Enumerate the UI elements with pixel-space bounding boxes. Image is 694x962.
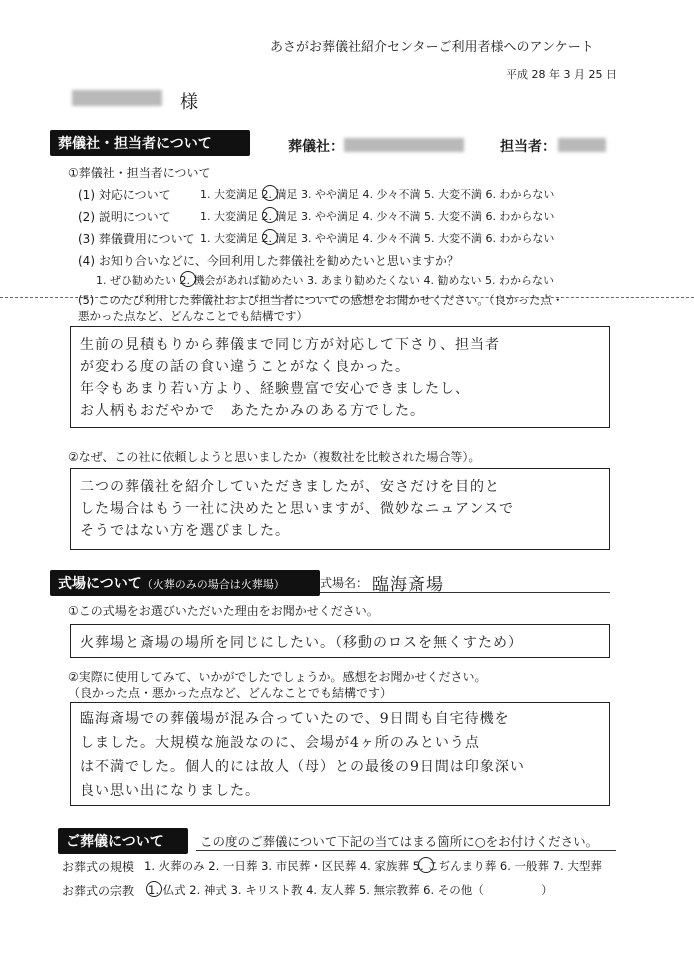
q5-title: (5) このたび利用した葬儀社および担当者についての感想をお聞かせください。（良かった点・ — [78, 293, 564, 307]
q4-options: 1. ぜひ勧めたい 2. 機会があれば勧めたい 3. あまり勧めたくない 4. 勧めない 5. わからない — [96, 274, 554, 287]
rating-row-2-options: 1. 大変満足 2. 満足 3. やや満足 4. 少々不満 5. 大変不満 6. わからない — [200, 210, 555, 223]
venue-q1-title: ①この式場をお選びいただいた理由をお聞かせください。 — [68, 604, 379, 618]
handwritten-line: 年令もあまり若い方より、経験豊富で安心できましたし、 — [80, 381, 470, 397]
survey-date: 平成 28 年 3 月 25 日 — [506, 68, 617, 81]
rating-row-3-options: 1. 大変満足 2. 満足 3. やや満足 4. 少々不満 5. 大変不満 6. わからない — [200, 232, 555, 245]
handwritten-line: 二つの葬儀社を紹介していただきましたが、安さだけを目的と — [80, 479, 500, 495]
rating-row-2: (2) 説明について — [78, 210, 171, 224]
venue-value: 臨海斎場 — [372, 575, 444, 595]
rating-row-1-options: 1. 大変満足 2. 満足 3. やや満足 4. 少々不満 5. 大変不満 6. わからない — [200, 188, 555, 201]
redacted-staff — [558, 138, 606, 152]
selection-circle — [180, 271, 196, 287]
scale-label: お葬式の規模 — [62, 860, 135, 874]
venue-label: 式場名： — [320, 576, 369, 590]
scale-options: 1. 火葬のみ 2. 一日葬 3. 市民葬・区民葬 4. 家族葬 5. こぢんまり葬 6. 一般葬 7. 大型葬 — [144, 859, 602, 873]
selection-circle — [262, 185, 278, 201]
handwritten-line: お人柄もおだやかで あたたかみのある方でした。 — [80, 403, 425, 419]
handwritten-line: そうではない方を選びました。 — [80, 523, 290, 539]
section-heading-funeral: ご葬儀について — [58, 828, 188, 854]
section-heading-funeral-home: 葬儀社・担当者について — [50, 130, 250, 156]
section-heading-venue-title: 式場について — [58, 576, 142, 592]
venue-q2-title: ②実際に使用してみて、いかがでしたでしょうか。感想をお聞かせください。 — [68, 670, 487, 684]
venue-q2-title-continued: （良かった点・悪かった点など、どんなことでも結構です） — [68, 686, 393, 700]
staff-label: 担当者： — [500, 139, 556, 155]
section-heading-venue-sub: （火葬のみの場合は火葬場） — [141, 578, 285, 591]
handwritten-line: した場合はもう一社に決めたと思いますが、微妙なニュアンスで — [80, 501, 515, 517]
q4-title: (4) お知り合いなどに、今回利用した葬儀社を勧めたいと思いますか？ — [78, 254, 459, 268]
handwritten-line: しました。大規模な施設なのに、会場が4ヶ所のみという点 — [80, 735, 480, 751]
handwritten-line: 生前の見積もりから葬儀まで同じ方が対応して下さり、担当者 — [80, 337, 500, 353]
handwritten-line: 火葬場と斎場の場所を同じにしたい。（移動のロスを無くすため） — [80, 635, 523, 651]
rating-row-3: (3) 葬儀費用について — [78, 232, 195, 246]
handwritten-line: 臨海斎場での葬儀場が混み合っていたので、9日間も自宅待機を — [80, 711, 510, 727]
handwritten-line: 良い思い出になりました。 — [80, 783, 260, 799]
redacted-funeral-home — [344, 138, 464, 152]
section-heading-venue — [50, 570, 320, 596]
religion-label: お葬式の宗教 — [62, 884, 135, 898]
survey-title: あさがお葬儀社紹介センターご利用者様へのアンケート — [270, 40, 594, 55]
instruction-underline — [196, 850, 616, 851]
venue-underline — [320, 592, 610, 593]
handwritten-line: は不満でした。個人的には故人（母）との最後の9日間は印象深い — [80, 759, 525, 775]
selection-circle — [418, 857, 434, 873]
funeral-home-label: 葬儀社： — [288, 139, 344, 155]
q5-title-continued: 悪かった点など、どんなことでも結構です） — [78, 309, 308, 323]
handwritten-line: が変わる度の話の食い違うことがなく良かった。 — [80, 359, 410, 375]
redacted-name — [72, 90, 162, 106]
religion-options: 1. 仏式 2. 神式 3. キリスト教 4. 友人葬 5. 無宗教葬 6. その他（ ） — [148, 883, 553, 897]
selection-circle — [262, 229, 278, 245]
funeral-instruction: この度のご葬儀について下記の当てはまる箇所に○をお付けください。 — [200, 834, 599, 849]
rating-row-1: (1) 対応について — [78, 188, 171, 202]
selection-circle — [262, 207, 278, 223]
q1-title: ①葬儀社・担当者について — [68, 166, 211, 180]
sama-label: 様 — [180, 92, 198, 113]
q6-title: ②なぜ、この社に依頼しようと思いましたか（複数社を比較された場合等）。 — [68, 450, 481, 464]
selection-circle — [146, 881, 162, 897]
